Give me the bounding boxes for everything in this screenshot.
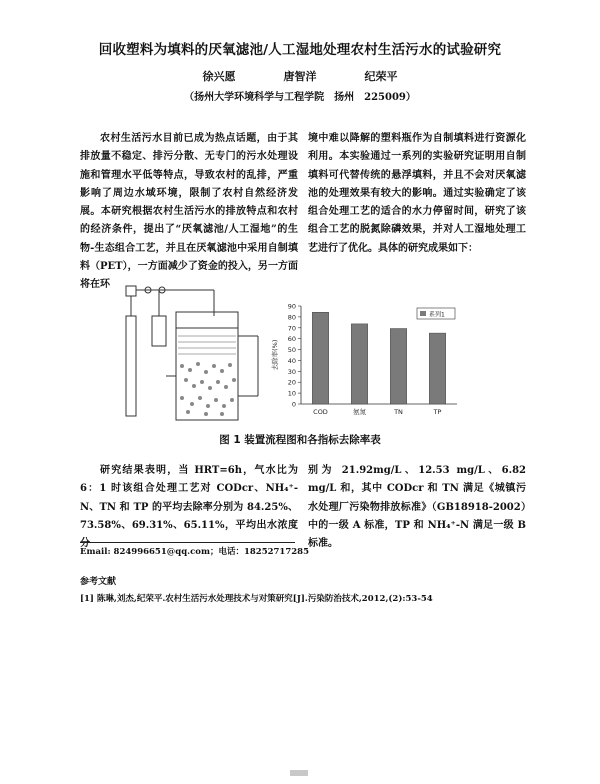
y-axis-label: 去除率(%): [271, 339, 279, 371]
results-paragraph-part-2: 别为 21.92mg/L、12.53 mg/L、6.82 mg/L 和，其中 CODcr 和 TN 满足《城镇污水处理厂污染物排放标准》（GB18918-2002）中的一级 A 标准，TP 和 NH₄⁺-N 满足一级 B 标准。: [308, 465, 526, 550]
feed-column: [126, 316, 136, 416]
bar-TP: [429, 333, 445, 404]
filter-media: [180, 362, 236, 416]
process-flow-schematic: [118, 276, 268, 426]
y-tick-label: 80: [287, 313, 296, 322]
y-tick-label: 40: [287, 356, 296, 365]
author-3: 纪荣平: [364, 70, 398, 83]
legend-label: 系列1: [429, 311, 445, 319]
y-tick-label: 50: [287, 346, 296, 355]
author-list: [0, 68, 600, 84]
y-tick-label: 0: [291, 400, 296, 409]
intro-column-left: [80, 130, 298, 295]
x-tick-label: TN: [394, 408, 403, 416]
bar-COD: [312, 312, 328, 404]
y-tick-label: 30: [287, 367, 296, 376]
intro-column-right: [308, 130, 526, 258]
y-tick-label: 70: [287, 324, 296, 333]
author-2: 唐智洋: [283, 70, 317, 83]
reference-item: [1] 陈琳,刘杰,纪荣平.农村生活污水处理技术与对策研究[J].污染防治技术,2012,(2):53-54: [80, 594, 433, 604]
figure-caption: 图 1 装置流程图和各指标去除率表: [219, 434, 381, 446]
y-tick-label: 20: [287, 378, 296, 387]
bar-氨氮: [351, 324, 367, 404]
results-column-right: [308, 462, 526, 553]
intro-paragraph-part-1: 农村生活污水目前已成为热点话题，由于其排放量不稳定、排污分散、无专门的污水处理设施和管理水平低等特点，导致农村的乱排，严重影响了周边水域环境，限制了农村自然经济发展。本研究根据农村生活污水的排放特点和农村的经济条件，提出了“厌氧滤池/人工湿地”的生物-生态组合工艺，并且在厌氧滤池中采用自制填料（PET），一方面减少了资金的投入，另一方面将在环: [80, 133, 298, 291]
y-tick-label: 60: [287, 335, 296, 344]
x-tick-label: 氨氮: [353, 408, 366, 416]
legend-swatch: [420, 311, 426, 316]
contact-footnote: Email: 824996651@qq.com；电话：18252717285: [80, 547, 310, 557]
x-tick-label: TP: [433, 408, 442, 416]
author-1: 徐兴愿: [202, 70, 236, 83]
results-paragraph-part-1: 研究结果表明，当 HRT=6h，气水比为 6：1 时该组合处理工艺对 CODcr、NH₄⁺-N、TN 和 TP 的平均去除率分别为 84.25%、73.58%、69.31%、65.11%，平均出水浓度分: [80, 465, 298, 550]
x-tick-label: COD: [313, 408, 328, 416]
y-tick-label: 10: [287, 389, 296, 398]
footnote-rule: [80, 542, 295, 543]
bar-TN: [390, 329, 406, 404]
references-heading: 参考文献: [80, 577, 117, 587]
paper-title: 回收塑料为填料的厌氧滤池/人工湿地处理农村生活污水的试验研究: [98, 42, 502, 58]
intro-paragraph-part-2: 境中难以降解的塑料瓶作为自制填料进行资源化利用。本实验通过一系列的实验研究证明用自制填料可代替传统的悬浮填料，并且不会对厌氧滤池的处理效果有较大的影响。通过实验确定了该组合处理工艺的适合的水力停留时间，研究了该组合工艺的脱氮除磷效果，并对人工湿地处理工艺进行了优化。具体的研究成果如下：: [308, 133, 526, 254]
pump: [152, 316, 166, 346]
affiliation: （扬州大学环境科学与工程学院 扬州 225009）: [184, 92, 416, 103]
y-tick-label: 90: [287, 302, 296, 311]
page-number-mark: [290, 770, 308, 776]
removal-rate-chart: [265, 300, 465, 418]
results-column-left: [80, 462, 298, 553]
